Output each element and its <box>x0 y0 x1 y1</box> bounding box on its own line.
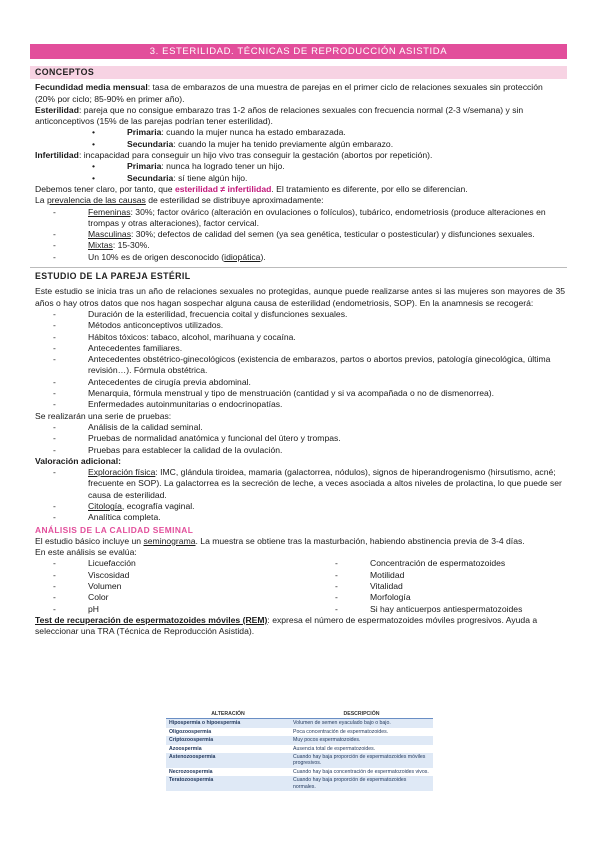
list-item: - Duración de la esterilidad, frecuencia coital y disfunciones sexuales. <box>35 309 565 320</box>
valoracion-title: Valoración adicional <box>35 455 119 466</box>
paragraph-pruebas: Se realizarán una serie de pruebas: <box>35 410 172 421</box>
list-item: - Vitalidad <box>335 581 565 592</box>
table-row <box>166 753 433 768</box>
alteraciones-table <box>166 710 433 791</box>
item-label: Primaria <box>127 161 162 172</box>
text-infertilidad: : incapacidad para conseguir un hijo vivo tras conseguir la gestación (abortos por repetición). <box>78 150 433 161</box>
list-item <box>35 173 565 184</box>
list-item: - Análisis de la calidad seminal. <box>35 422 565 433</box>
list-item: - Si hay anticuerpos antiespermatozoides <box>335 604 565 615</box>
item-text: : sí tiene algún hijo. <box>173 172 248 183</box>
list-item <box>35 467 565 501</box>
item-text: Un 10% es de origen desconocido ( <box>88 251 225 262</box>
paragraph-estudio-intro: Este estudio se inicia tras un año de relaciones sexuales no protegidas, aunque puede realizarse antes si las mujeres son mayores de 35 años o hay otros datos que nos hagan sospechar alguna causa de esterilidad (endometriosis, SOP). En la anamnesis se recogerá: <box>35 286 565 308</box>
table-row <box>166 768 433 776</box>
item-text: , ecografía vaginal. <box>121 500 195 511</box>
table-row <box>166 745 433 753</box>
item-label: Secundaria <box>127 138 174 149</box>
section-heading-conceptos: CONCEPTOS <box>30 66 567 79</box>
divider <box>30 267 567 268</box>
list-item: - Volumen <box>35 581 335 592</box>
text-prev-before: La <box>35 195 47 206</box>
table-cell: Cuando hay baja proporción de espermatozoides normales. <box>290 776 433 791</box>
valoracion-colon: : <box>118 455 121 466</box>
paragraph-rem <box>35 615 565 638</box>
item-label: Secundaria <box>127 172 174 183</box>
item-text: Analítica completa. <box>88 512 161 523</box>
evaluation-column-left <box>35 558 335 614</box>
text-rem-title: Test de recuperación de espermatozoides móviles (REM) <box>35 614 268 625</box>
list-item <box>35 501 565 512</box>
item-label: Exploración física <box>88 467 156 478</box>
table-cell: Poca concentración de espermatozoides. <box>290 728 433 736</box>
content <box>35 66 565 638</box>
subsection-heading-seminal: ANÁLISIS DE LA CALIDAD SEMINAL <box>35 524 194 535</box>
item-tail: ). <box>260 251 266 262</box>
term-fecundidad: Fecundidad media mensual <box>35 82 148 93</box>
text-fecundidad: : tasa de embarazos de una muestra de parejas en el primer ciclo de relaciones sexuales sin protección (20% por ciclo; 85-90% en primer año). <box>35 82 543 104</box>
list-item: - Motilidad <box>335 570 565 581</box>
text-prev-underline: prevalencia de las causas <box>46 195 146 206</box>
table-cell: Hipospermia o hipoespermia <box>166 719 290 728</box>
table-header: DESCRIPCIÓN <box>290 710 433 719</box>
list-item <box>35 229 565 240</box>
table-row <box>166 776 433 791</box>
paragraph-evalua: En este análisis se evalúa: <box>35 547 137 558</box>
list-item: - Hábitos tóxicos: tabaco, alcohol, marihuana y cocaína. <box>35 332 565 343</box>
section-heading-estudio: ESTUDIO DE LA PAREJA ESTÉRIL <box>30 270 567 283</box>
paragraph-fecundidad <box>35 82 565 105</box>
text-prev-after: de esterilidad se distribuye aproximadamente: <box>145 195 324 206</box>
table-row <box>166 728 433 736</box>
page-title: 3. ESTERILIDAD. TÉCNICAS DE REPRODUCCIÓN ASISTIDA <box>30 44 567 59</box>
list-item: - pH <box>35 604 335 615</box>
alteraciones-table-wrapper <box>166 710 433 791</box>
item-label: Masculinas <box>88 229 131 240</box>
list-item <box>35 139 565 150</box>
text-rem: : expresa el número de espermatozoides móviles progresivos. Ayuda a seleccionar una TRA (Técnica de Reproducción Asistida). <box>35 614 538 637</box>
text-diff-after: . El tratamiento es diferente, por ello se diferencian. <box>271 183 468 194</box>
evaluation-columns <box>35 558 565 614</box>
table-cell: Ausencia total de espermatozoides. <box>290 745 433 753</box>
table-cell: Cuando hay baja proporción de espermatozoides móviles progresivos. <box>290 753 433 768</box>
paragraph-prevalencia <box>35 195 565 206</box>
list-item: - Pruebas de normalidad anatómica y funcional del útero y trompas. <box>35 433 565 444</box>
list-item: - Antecedentes de cirugía previa abdominal. <box>35 377 565 388</box>
list-item <box>35 161 565 172</box>
list-item: - Antecedentes familiares. <box>35 343 565 354</box>
list-item: - Viscosidad <box>35 570 335 581</box>
item-text: : nunca ha logrado tener un hijo. <box>161 161 285 172</box>
list-item <box>35 207 565 230</box>
paragraph-seminograma <box>35 536 565 547</box>
text-seminal-before: El estudio básico incluye un <box>35 535 144 546</box>
list-item <box>35 512 565 523</box>
term-esterilidad: Esterilidad <box>35 104 79 115</box>
list-item <box>35 252 565 263</box>
list-item: - Métodos anticonceptivos utilizados. <box>35 320 565 331</box>
list-item: - Licuefacción <box>35 558 335 569</box>
paragraph-valoracion <box>35 456 565 467</box>
list-item: - Enfermedades autoinmunitarias o endocrinopatías. <box>35 399 565 410</box>
list-item <box>35 127 565 138</box>
table-cell: Criptozoospermia <box>166 736 290 744</box>
item-text: : 30%; defectos de calidad del semen (ya sea genética, testicular o postesticular) y disfunciones sexuales. <box>131 229 535 240</box>
table-header: ALTERACIÓN <box>166 710 290 719</box>
table-cell: Cuando hay baja concentración de espermatozoides vivos. <box>290 768 433 776</box>
item-text: : 30%; factor ovárico (alteración en ovulaciones o folículos), tubárico, endometriosis (produce alteraciones en trompas y otras alteraciones), factor cervical. <box>88 206 546 228</box>
table-row <box>166 719 433 728</box>
table-cell: Volumen de semen eyaculado bajo o bajo. <box>290 719 433 728</box>
table-cell: Astenozoospermia <box>166 753 290 768</box>
item-text: : 15-30%. <box>112 240 150 251</box>
item-label: Citología <box>88 500 122 511</box>
paragraph-diferencia <box>35 184 565 195</box>
text-diff-before: Debemos tener claro, por tanto, que <box>35 183 175 194</box>
item-underline: idiopática <box>224 251 261 262</box>
item-label: Primaria <box>127 127 162 138</box>
table-cell: Oligozoospermia <box>166 728 290 736</box>
table-cell: Teratozoospermia <box>166 776 290 791</box>
evaluation-column-right <box>335 558 565 614</box>
paragraph-infertilidad <box>35 150 565 161</box>
list-item: - Menarquia, fórmula menstrual y tipo de menstruación (cantidad y si va acompañada o no de dismenorrea). <box>35 388 565 399</box>
item-text: : cuando la mujer nunca ha estado embarazada. <box>161 127 346 138</box>
term-infertilidad: Infertilidad <box>35 150 79 161</box>
paragraph-esterilidad <box>35 105 565 128</box>
text-esterilidad: : pareja que no consigue embarazo tras 1-2 años de relaciones sexuales con frecuencia normal (2-3 v/semana) y sin anticonceptivos (15% de las parejas podrían tener esterilidad). <box>35 104 524 127</box>
highlight-esterilidad-infertilidad: esterilidad ≠ infertilidad <box>174 183 272 194</box>
list-item: - Morfología <box>335 592 565 603</box>
list-item <box>35 240 565 251</box>
item-text: : cuando la mujer ha tenido previamente algún embarazo. <box>173 138 394 149</box>
list-item: - Antecedentes obstétrico-ginecológicos (existencia de embarazos, partos o abortos previos, patología ginecológica, última revisión…). Fórmula obstétrica. <box>35 354 565 377</box>
item-text: : IMC, glándula tiroidea, mamaria (galactorrea, nódulos), signos de hiperandrogenismo (hirsutismo, acné; frecuente en SOP). La galactorrea es la secreción de leche, a veces asociada a altos niveles de prolactina, lo que puede ser causa de esterilidad. <box>88 467 562 500</box>
table-cell: Muy pocos espermatozoides. <box>290 736 433 744</box>
list-item: - Pruebas para establecer la calidad de la ovulación. <box>35 445 565 456</box>
text-seminograma: seminograma <box>143 535 196 546</box>
table-cell: Necrozoospermia <box>166 768 290 776</box>
table-header-row <box>166 710 433 719</box>
list-item: - Concentración de espermatozoides <box>335 558 565 569</box>
list-item: - Color <box>35 592 335 603</box>
item-label: Mixtas <box>88 240 113 251</box>
text-seminal-after: . La muestra se obtiene tras la masturbación, habiendo abstinencia previa de 3-4 días. <box>195 535 525 546</box>
table-row <box>166 736 433 744</box>
table-cell: Azoospermia <box>166 745 290 753</box>
item-label: Femeninas <box>88 206 131 217</box>
